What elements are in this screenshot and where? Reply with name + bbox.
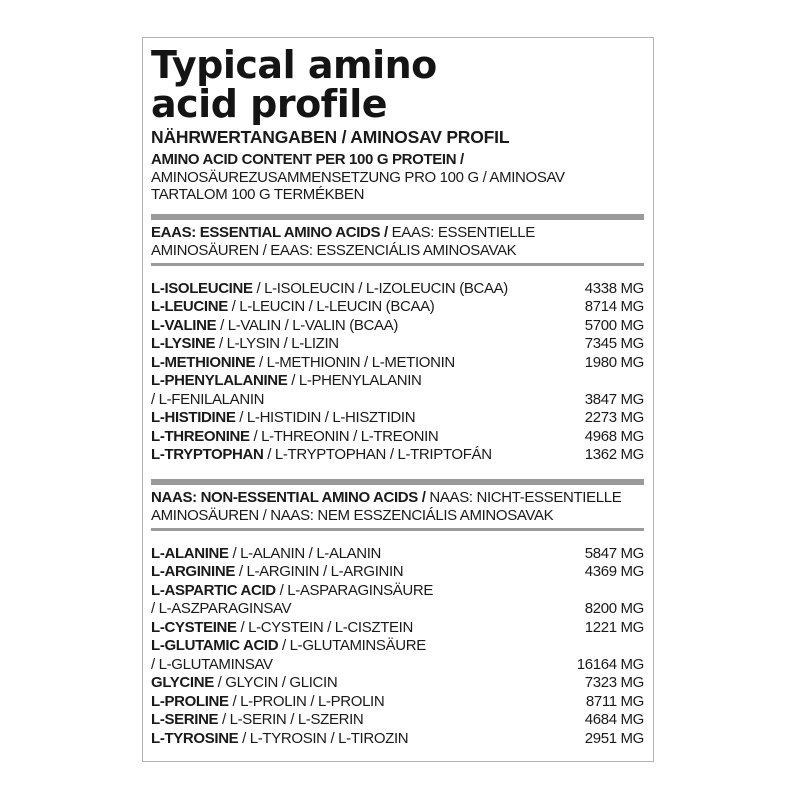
amino-acid-row — [151, 446, 644, 465]
amino-acid-row — [151, 317, 644, 336]
essential-heading-bold: EAAS: ESSENTIAL AMINO ACIDS / — [151, 223, 388, 241]
intro-line-2: AMINOSÄUREZUSAMMENSETZUNG PRO 100 G / AMINOSAV — [151, 168, 565, 186]
amino-acid-amount: 3847 MG — [584, 390, 644, 408]
amino-acid-name-translations: / L-METHIONIN / L-METIONIN — [255, 353, 455, 371]
amino-acid-name — [151, 619, 577, 638]
amino-acid-name-translations: / L-LYSIN / L-LIZIN — [215, 335, 339, 352]
nonessential-heading-rest: NAAS: NICHT-ESSENTIELLE — [425, 488, 622, 506]
amino-acid-amount: 4338 MG — [584, 279, 644, 297]
amino-acid-name-en: L-VALINE — [151, 316, 217, 334]
amino-acid-name-en: L-THREONINE — [151, 427, 250, 445]
amino-acid-row — [151, 372, 644, 409]
amino-acid-name — [151, 674, 577, 693]
divider — [151, 263, 644, 266]
amino-acid-name-en: L-PHENYLALANINE — [151, 372, 288, 389]
amino-acid-name — [151, 409, 577, 428]
amino-acid-name-en: L-CYSTEINE — [151, 618, 237, 636]
amino-acid-amount: 4684 MG — [584, 711, 644, 728]
divider — [151, 479, 644, 485]
essential-section-heading — [151, 224, 644, 260]
amino-acid-name — [151, 563, 577, 582]
amino-acid-row — [151, 563, 644, 582]
nonessential-amino-acid-list — [151, 545, 644, 749]
amino-acid-name — [151, 446, 577, 465]
amino-acid-amount: 4968 MG — [584, 427, 644, 445]
amino-acid-name-translations: / L-LEUCIN / L-LEUCIN (BCAA) — [227, 298, 435, 315]
amino-acid-name-translations: / L-TRYPTOPHAN / L-TRIPTOFÁN — [263, 446, 492, 463]
amino-acid-amount: 8714 MG — [584, 298, 644, 315]
amino-acid-name-translations: / L-ARGININ / L-ARGININ — [235, 563, 404, 580]
amino-acid-amount: 7323 MG — [584, 674, 644, 691]
amino-acid-name-translations: / L-GLUTAMINSÄURE — [278, 637, 426, 654]
amino-acid-row — [151, 693, 644, 712]
amino-acid-name — [151, 298, 577, 317]
amino-acid-row — [151, 409, 644, 428]
amino-acid-row — [151, 582, 644, 619]
essential-amino-acid-list — [151, 280, 644, 465]
amino-acid-name-translations: / L-TYROSIN / L-TIROZIN — [238, 729, 409, 747]
amino-acid-row — [151, 711, 644, 730]
amino-acid-name-en: GLYCINE — [151, 674, 214, 691]
amino-acid-row — [151, 637, 644, 674]
amino-acid-name-en: L-ALANINE — [151, 544, 229, 562]
nonessential-heading-bold: NAAS: NON-ESSENTIAL AMINO ACIDS / — [151, 488, 426, 506]
amino-acid-name-translations: / L-ISOLEUCIN / L-IZOLEUCIN (BCAA) — [252, 279, 508, 297]
amino-acid-amount: 7345 MG — [584, 335, 644, 352]
amino-acid-name — [151, 428, 577, 447]
amino-acid-amount: 2951 MG — [584, 729, 644, 747]
amino-acid-name — [151, 582, 577, 619]
essential-heading-line-2: AMINOSÄUREN / EAAS: ESSZENCIÁLIS AMINOSAVAK — [151, 241, 517, 259]
amino-acid-name-translations: / L-THREONIN / L-TREONIN — [249, 427, 439, 445]
divider — [151, 528, 644, 531]
amino-acid-name — [151, 711, 577, 730]
amino-acid-row — [151, 298, 644, 317]
amino-acid-name-en: L-TRYPTOPHAN — [151, 446, 264, 463]
amino-acid-name-translations: / L-VALIN / L-VALIN (BCAA) — [216, 316, 398, 334]
amino-acid-name — [151, 317, 577, 336]
amino-acid-name-en: L-ISOLEUCINE — [151, 279, 253, 297]
amino-acid-name-en: L-ASPARTIC ACID — [151, 581, 276, 599]
amino-acid-name-en: L-TYROSINE — [151, 729, 239, 747]
intro-line-1: AMINO ACID CONTENT PER 100 G PROTEIN / — [151, 151, 464, 168]
amino-acid-name-translations: / L-PHENYLALANIN — [287, 372, 422, 389]
amino-acid-name-en: L-GLUTAMIC ACID — [151, 637, 279, 654]
amino-acid-row — [151, 545, 644, 564]
amino-acid-name — [151, 730, 577, 749]
amino-acid-name — [151, 372, 577, 409]
amino-acid-name — [151, 335, 577, 354]
nonessential-heading-line-2: AMINOSÄUREN / NAAS: NEM ESSZENCIÁLIS AMINOSAVAK — [151, 506, 554, 524]
page-title — [151, 43, 644, 126]
amino-acid-name-continued: / L-GLUTAMINSAV — [151, 655, 273, 673]
amino-acid-name — [151, 545, 577, 564]
amino-acid-amount: 1362 MG — [584, 446, 644, 463]
amino-acid-amount: 8200 MG — [584, 600, 644, 617]
amino-acid-amount: 1221 MG — [584, 618, 644, 636]
amino-acid-name-translations: / L-SERIN / L-SZERIN — [218, 711, 364, 728]
amino-acid-amount: 8711 MG — [585, 692, 644, 710]
amino-acid-name-en: L-LEUCINE — [151, 298, 228, 315]
amino-acid-name-translations: / L-PROLIN / L-PROLIN — [228, 692, 385, 710]
amino-acid-row — [151, 619, 644, 638]
amino-acid-name-translations: / L-ALANIN / L-ALANIN — [228, 544, 382, 562]
amino-acid-name-continued: / L-FENILALANIN — [151, 390, 265, 408]
amino-acid-row — [151, 335, 644, 354]
amino-acid-amount: 5700 MG — [584, 316, 644, 334]
amino-acid-name-en: L-PROLINE — [151, 692, 229, 710]
amino-acid-profile-panel — [142, 37, 654, 762]
intro-text — [151, 151, 644, 204]
amino-acid-name-translations: / GLYCIN / GLICIN — [213, 674, 338, 691]
amino-acid-name — [151, 280, 577, 299]
nonessential-section-heading — [151, 489, 644, 525]
amino-acid-row — [151, 730, 644, 749]
subtitle: NÄHRWERTANGABEN / AMINOSAV PROFIL — [151, 127, 510, 147]
amino-acid-name-en: L-METHIONINE — [151, 353, 256, 371]
essential-heading-rest: EAAS: ESSENTIELLE — [387, 223, 535, 241]
amino-acid-name-translations: / L-CYSTEIN / L-CISZTEIN — [236, 618, 413, 636]
amino-acid-name-en: L-LYSINE — [151, 335, 216, 352]
amino-acid-row — [151, 428, 644, 447]
amino-acid-name — [151, 693, 578, 712]
amino-acid-name — [151, 637, 569, 674]
amino-acid-row — [151, 674, 644, 693]
amino-acid-amount: 4369 MG — [584, 563, 644, 580]
amino-acid-name — [151, 354, 577, 373]
amino-acid-name-continued: / L-ASZPARAGINSAV — [151, 600, 292, 617]
amino-acid-name-en: L-SERINE — [151, 711, 219, 728]
title-line-1: Typical amino — [151, 43, 437, 87]
amino-acid-amount: 1980 MG — [584, 353, 644, 371]
amino-acid-name-translations: / L-ASPARAGINSÄURE — [275, 581, 434, 599]
amino-acid-name-translations: / L-HISTIDIN / L-HISZTIDIN — [235, 409, 416, 426]
amino-acid-name-en: L-HISTIDINE — [151, 409, 236, 426]
divider — [151, 214, 644, 220]
amino-acid-row — [151, 280, 644, 299]
amino-acid-amount: 2273 MG — [584, 409, 644, 426]
title-line-2: acid profile — [151, 82, 388, 126]
amino-acid-row — [151, 354, 644, 373]
intro-line-3: TARTALOM 100 G TERMÉKBEN — [151, 186, 365, 203]
amino-acid-amount: 16164 MG — [576, 655, 644, 673]
amino-acid-name-en: L-ARGININE — [151, 563, 235, 580]
amino-acid-amount: 5847 MG — [584, 544, 644, 562]
